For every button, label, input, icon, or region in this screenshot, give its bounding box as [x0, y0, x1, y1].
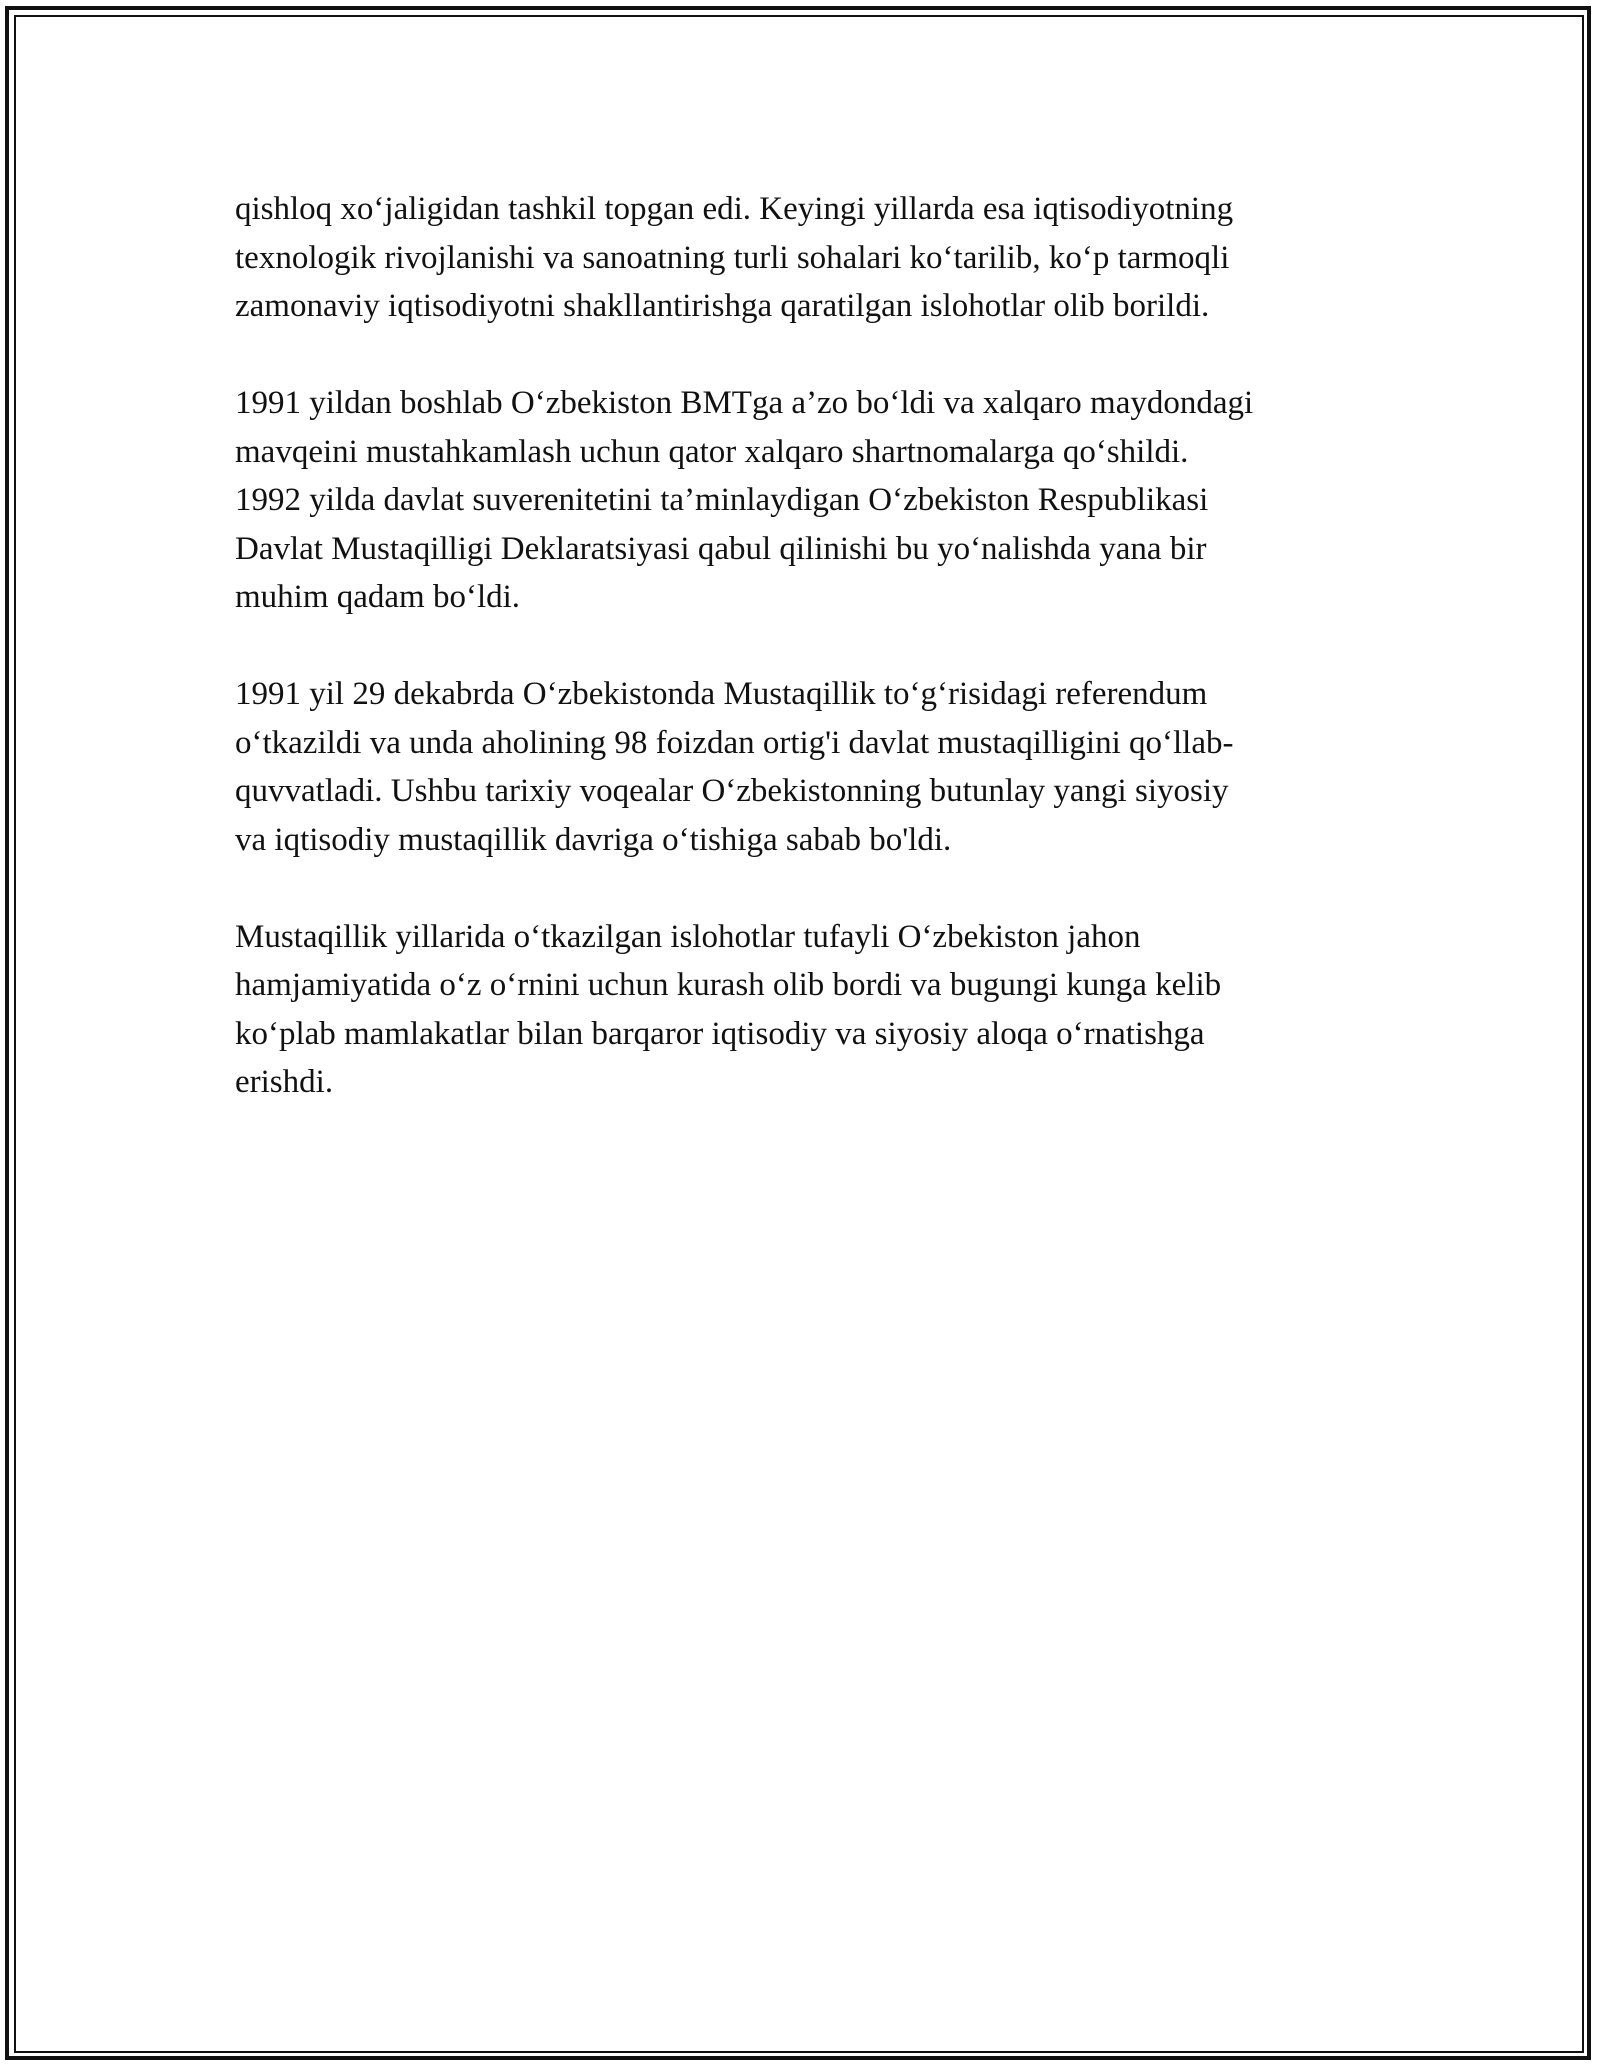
text-line: muhim qadam bo‘ldi. [235, 579, 521, 615]
text-line: Mustaqillik yillarida o‘tkazilgan islohotlar tufayli O‘zbekiston jahon [235, 918, 1141, 955]
text-line: 1991 yil 29 dekabrda O‘zbekistonda Mustaqillik to‘g‘risidagi referendum [235, 676, 1208, 712]
text-line: qishloq xo‘jaligidan tashkil topgan edi. Keyingi yillarda esa iqtisodiyotning [235, 191, 1234, 227]
text-line: 1992 yilda davlat suverenitetini ta’minlaydigan O‘zbekiston Respublikasi [235, 482, 1209, 518]
text-line: ko‘plab mamlakatlar bilan barqaror iqtisodiy va siyosiy aloqa o‘rnatishga [235, 1015, 1205, 1052]
text-line: erishdi. [235, 1064, 334, 1100]
text-line: Davlat Mustaqilligi Deklaratsiyasi qabul qilinishi bu yo‘nalishda yana bir [235, 530, 1207, 567]
text-line: o‘tkazildi va unda aholining 98 foizdan ortig'i davlat mustaqilligini qo‘llab- [235, 724, 1234, 761]
text-line: quvvatladi. Ushbu tarixiy voqealar O‘zbekistonning butunlay yangi siyosiy [235, 773, 1229, 809]
text-line: zamonaviy iqtisodiyotni shakllantirishga qaratilgan islohotlar olib borildi. [235, 288, 1210, 324]
text-line: va iqtisodiy mustaqillik davriga o‘tishiga sabab bo'ldi. [235, 821, 952, 858]
text-line: hamjamiyatida o‘z o‘rnini uchun kurash olib bordi va bugungi kunga kelib [235, 967, 1222, 1003]
paragraph-1 [235, 185, 1395, 331]
paragraph-4 [235, 913, 1395, 1107]
text-line: 1991 yildan boshlab O‘zbekiston BMTga a’zo bo‘ldi va xalqaro maydondagi [235, 385, 1254, 421]
text-line: texnologik rivojlanishi va sanoatning turli sohalari ko‘tarilib, ko‘p tarmoqli [235, 239, 1230, 276]
paragraph-3 [235, 670, 1395, 864]
document-body [235, 185, 1395, 1155]
text-line: mavqeini mustahkamlash uchun qator xalqaro shartnomalarga qo‘shildi. [235, 433, 1189, 470]
paragraph-2 [235, 379, 1395, 622]
